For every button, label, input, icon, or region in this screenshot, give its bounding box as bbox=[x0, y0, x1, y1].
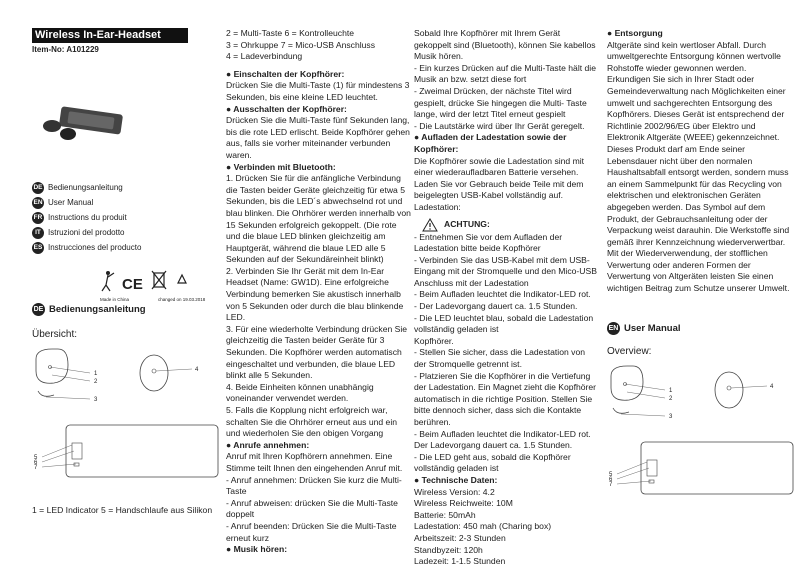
earbud-side-icon bbox=[36, 349, 68, 383]
label-1: 1 bbox=[669, 388, 673, 394]
spec-line: Batterie: 50mAh bbox=[414, 509, 476, 520]
language-label: Instrucciones del producto bbox=[48, 243, 142, 252]
svg-text:CE: CE bbox=[122, 276, 143, 293]
language-label: Bedienungsanleitung bbox=[48, 183, 123, 192]
label-7: 7 bbox=[34, 465, 38, 471]
paragraph: - Ein kurzes Drücken auf die Multi-Taste hält die Musik an bzw. setzt diese fort bbox=[414, 62, 596, 85]
section-title: User Manual bbox=[624, 323, 681, 334]
text-line: 4 = Ladeverbindung bbox=[226, 51, 303, 62]
label-2: 2 bbox=[94, 379, 98, 385]
label-1: 1 bbox=[94, 371, 98, 377]
flag-badge-icon: DE bbox=[32, 303, 45, 316]
language-item bbox=[32, 195, 141, 210]
column-3 bbox=[414, 28, 599, 568]
overview-diagram-en bbox=[607, 362, 797, 502]
language-label: User Manual bbox=[48, 198, 94, 207]
warning-heading bbox=[422, 218, 599, 232]
label-6: 6 bbox=[609, 477, 613, 483]
spec-line: Wireless Version: 4.2 bbox=[414, 486, 495, 497]
spec-line: Standbyzeit: 120h bbox=[414, 544, 483, 555]
label-4: 4 bbox=[770, 384, 774, 390]
label-5: 5 bbox=[34, 455, 38, 461]
paragraph: Sobald Ihre Kopfhörer mit Ihrem Gerät gekoppelt sind (Bluetooth), können Sie kabellos Musik hören. bbox=[414, 28, 596, 62]
paragraph: - Stellen Sie sicher, dass die Ladestation von der Stromquelle getrennt ist. bbox=[414, 347, 586, 370]
heading: ● Verbinden mit Bluetooth: bbox=[226, 161, 336, 172]
charging-case-icon bbox=[66, 425, 218, 477]
label-5: 5 bbox=[609, 472, 613, 478]
heading: ● Einschalten der Kopfhörer: bbox=[226, 68, 345, 79]
item-number: Item-No: A101229 bbox=[32, 45, 99, 54]
language-list bbox=[32, 180, 141, 255]
paragraph: 1. Drücken Sie für die anfängliche Verbindung die Tasten beider Geräte gleichzeitig für etwa 5 Sekunden, bis die LED´s abwechselnd rot und blau blinken. Die Ohrhörer werden innerhalb von 15 Sekunden erfolgreich gekoppelt. (Die rote und die blaue LED blinken gleichzeitig am Hauptgerät, während die blaue LED alle 5 Sekunden auf der Sekundäreinheit blinkt) bbox=[226, 173, 411, 265]
paragraph: 5. Falls die Kopplung nicht erfolgreich war, schalten Sie die Ohrhörer erneut aus und ein und wiederholen Sie den obigen Vorgang bbox=[226, 405, 398, 439]
text-line: 3 = Ohrkuppe 7 = Mico-USB Anschluss bbox=[226, 39, 376, 50]
section-heading-de bbox=[32, 303, 146, 316]
ce-mark-icon bbox=[122, 276, 143, 293]
weee-bin-icon bbox=[152, 271, 166, 289]
spec-line: Ladestation: 450 mah (Charing box) bbox=[414, 521, 552, 532]
heading: ● Ausschalten der Kopfhörer: bbox=[226, 103, 347, 114]
flag-badge-icon: DE bbox=[32, 182, 44, 194]
flag-badge-icon: EN bbox=[607, 322, 620, 335]
spec-line: Ladezeit: 1-1.5 Stunden bbox=[414, 556, 506, 567]
paragraph: - Beim Aufladen leuchtet die Indikator-LED rot. Der Ladevorgang dauert ca. 1.5 Stunden. bbox=[414, 428, 591, 451]
paragraph: Kopfhörer. bbox=[414, 335, 454, 346]
spec-line: Arbeitszeit: 2-3 Stunden bbox=[414, 532, 506, 543]
flag-badge-icon: EN bbox=[32, 197, 44, 209]
paragraph: - Zweimal Drücken, der nächste Titel wird gespielt, drücke Sie hingegen die Multi- Taste lange, wird der letzt Titel erneut gespielt bbox=[414, 85, 587, 120]
language-item bbox=[32, 240, 141, 255]
earbud-side-icon bbox=[611, 366, 643, 400]
overview-label: Übersicht: bbox=[32, 329, 78, 340]
paragraph: Die Kopfhörer sowie die Ladestation sind mit einer wiederaufladbaren Batterie versehen. Laden Sie vor Gebrauch beide Teile mit dem beigelegten USB-Kabel vollständig auf. Ladestation: bbox=[414, 155, 585, 212]
paragraph: - Anruf beenden: Drücken Sie die Multi-Taste erneut kurz bbox=[226, 520, 397, 543]
certification-marks bbox=[98, 265, 218, 305]
paragraph: - Die LED geht aus, sobald die Kopfhörer vollständig geladen ist bbox=[414, 451, 571, 474]
column-2 bbox=[226, 28, 411, 556]
spec-line: Wireless Reichweite: 10M bbox=[414, 498, 513, 509]
paragraph: Drücken Sie die Multi-Taste (1) für mindestens 3 Sekunden, bis eine kleine LED leuchtet. bbox=[226, 80, 410, 102]
heading: ● Musik hören: bbox=[226, 544, 288, 555]
label-3: 3 bbox=[94, 397, 98, 403]
made-in-label: Made in China bbox=[100, 297, 130, 302]
heading: ● Technische Daten: bbox=[414, 474, 498, 485]
product-image bbox=[38, 96, 128, 156]
language-item bbox=[32, 225, 141, 240]
flag-badge-icon: FR bbox=[32, 212, 44, 224]
label-7: 7 bbox=[609, 482, 613, 488]
paragraph: Anruf mit Ihren Kopfhörern annehmen. Eine Stimme teilt Ihnen den eingehenden Anruf mit. bbox=[226, 451, 403, 473]
text-line: 2 = Multi-Taste 6 = Kontrolleuchte bbox=[226, 28, 355, 38]
language-item bbox=[32, 180, 141, 195]
paragraph: - Die LED leuchtet blau, sobald die Ladestation vollständig geladen ist bbox=[414, 312, 594, 335]
section-title: Bedienungsanleitung bbox=[49, 304, 146, 315]
overview-label: Overview: bbox=[607, 346, 652, 357]
paragraph: - Die Lautstärke wird über Ihr Gerät geregelt. bbox=[414, 120, 585, 131]
paragraph: 3. Für eine wiederholte Verbindung drücken Sie gleichzeitig die Tasten beider Geräte für 3 Sekunden. Die Kopfhörer werden automatisch eingeschaltet und verbunden, die blaue LED blinkt alle 5 Sekunden. bbox=[226, 323, 408, 381]
charging-case-icon bbox=[641, 442, 793, 494]
warning-icon bbox=[422, 218, 438, 232]
paragraph: - Der Ladevorgang dauert ca. 1.5 Stunden. bbox=[414, 301, 578, 312]
paragraph: - Anruf annehmen: Drücken Sie kurz die Multi-Taste bbox=[226, 474, 402, 497]
recycle-person-icon bbox=[102, 271, 114, 291]
paragraph: Drücken Sie die Multi-Taste fünf Sekunden lang, bis die rote LED erlischt. Beide Kopfhörer gehen aus, falls sie vorher miteinander verbunden waren. bbox=[226, 115, 410, 160]
flag-badge-icon: ES bbox=[32, 242, 44, 254]
paragraph: - Beim Aufladen leuchtet die Indikator-LED rot. bbox=[414, 289, 591, 300]
paragraph: - Anruf abweisen: drücken Sie die Multi-Taste doppelt bbox=[226, 497, 398, 520]
section-heading-en bbox=[607, 322, 681, 335]
paragraph: - Verbinden Sie das USB-Kabel mit dem USB-Eingang mit der Stromquelle und den Mico-USB Anschluss mit der Ladestation bbox=[414, 254, 597, 288]
label-4: 4 bbox=[195, 367, 199, 373]
legend-text: 1 = LED Indicator 5 = Handschlaufe aus Silikon bbox=[32, 505, 213, 515]
column-4 bbox=[607, 28, 792, 295]
language-label: Instructions du produit bbox=[48, 213, 127, 222]
label-6: 6 bbox=[34, 460, 38, 466]
paragraph: - Entnehmen Sie vor dem Aufladen der Ladestation bitte beide Kopfhörer bbox=[414, 231, 563, 254]
warning-label: ACHTUNG: bbox=[444, 218, 490, 229]
label-3: 3 bbox=[669, 414, 673, 420]
overview-diagram bbox=[32, 345, 222, 485]
recycle-symbol-icon bbox=[178, 275, 186, 283]
paragraph: Altgeräte sind kein wertloser Abfall. Durch umweltgerechte Entsorgung können wertvolle Rohstoffe wieder gewonnen werden. Erkundigen Sie sich in Ihrer Stadt oder Gemeindeverwaltung nach Möglichkeiten einer umwelt und sachgerechten Entsorgung des Kopfhörers. Dieses Gerät ist entsprechend der Richtlinie 2002/96/EG über Elektro und Elektronik Altgeräte (WEEE) gekennzeichnet. Dieses Produkt darf am Ende seiner Lebensdauer nicht über den normalen Haushaltsabfall entsorgt werden, sondern muss an einem Sammelpunkt für das Recycling von elektrischen und elektronischen Geräten abgegeben werden. Das Symbol auf dem Produkt, der Gebrauchsanleitung oder der Verpackung weist darauhin. Die Werkstoffe sind gemäß ihrer Kennzeichnung wiederverwertbar. Mit der Wiederverwendung, der stofflichen Verwertung oder anderen Formen der Verwertung von Altgeräten leisten Sie einen wichtigen Beitrag zum Schutze unserer Umwelt. bbox=[607, 39, 790, 294]
heading: ● Entsorgung bbox=[607, 28, 663, 38]
flag-badge-icon: IT bbox=[32, 227, 44, 239]
changed-label: changed on 19.03.2018 bbox=[158, 297, 206, 302]
language-item bbox=[32, 210, 141, 225]
document-title: Wireless In-Ear-Headset bbox=[32, 28, 188, 43]
paragraph: 4. Beide Einheiten können unabhängig voneinander verwendet werden. bbox=[226, 381, 374, 404]
language-label: Istruzioni del prodotto bbox=[48, 228, 125, 237]
heading: ● Aufladen der Ladestation sowie der Kopfhörer: bbox=[414, 132, 567, 154]
paragraph: 2. Verbinden Sie Ihr Gerät mit dem In-Ear Headset (Name: GW1D). Eine erfolgreiche Verbindung bemerken Sie akustisch innerhalb von 5 Sekunden oder durch die blau blinkende LED. bbox=[226, 265, 404, 323]
heading: ● Anrufe annehmen: bbox=[226, 439, 310, 450]
paragraph: - Platzieren Sie die Kopfhörer in die Vertiefung der Ladestation. Ein Magnet zieht die Kopfhörer automatisch in die richtige Position. Stellen Sie bitte dennoch sicher, dass sich die Kontakte berühren. bbox=[414, 370, 597, 427]
label-2: 2 bbox=[669, 396, 673, 402]
